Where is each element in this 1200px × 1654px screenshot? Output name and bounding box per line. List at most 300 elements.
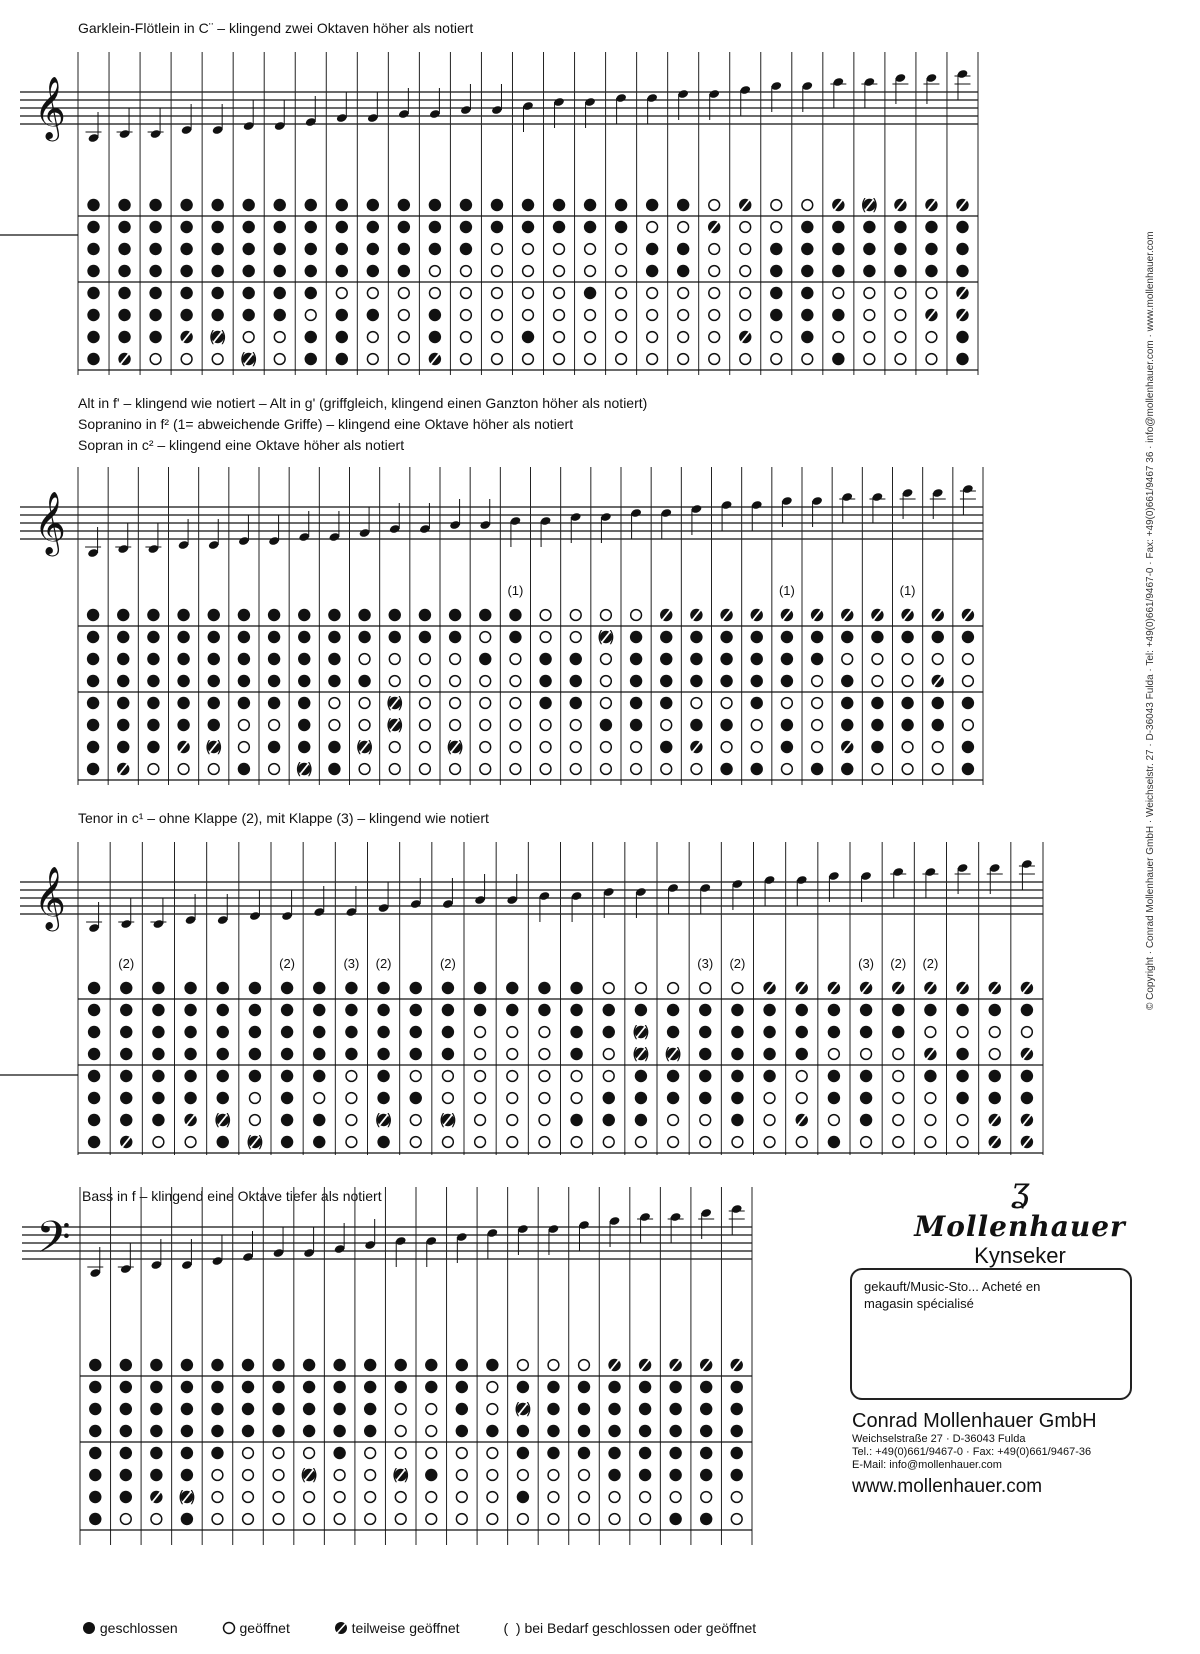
- closed-hole-icon: [147, 653, 159, 665]
- closed-hole-icon: [871, 631, 883, 643]
- open-hole-icon: [893, 1115, 904, 1126]
- open-hole-icon: [367, 354, 378, 365]
- closed-hole-icon: [305, 287, 317, 299]
- open-hole-icon: [429, 266, 440, 277]
- open-hole-icon: [709, 332, 720, 343]
- open-hole-icon: [243, 1514, 254, 1525]
- closed-hole-icon: [449, 609, 461, 621]
- open-hole-icon: [346, 1115, 357, 1126]
- closed-hole-icon: [398, 199, 410, 211]
- open-hole-icon: [989, 1049, 1000, 1060]
- open-hole-icon: [647, 222, 658, 233]
- open-hole-icon: [429, 288, 440, 299]
- closed-hole-icon: [377, 1092, 389, 1104]
- open-hole-icon: [420, 720, 431, 731]
- closed-hole-icon: [630, 653, 642, 665]
- closed-hole-icon: [570, 653, 582, 665]
- closed-hole-icon: [720, 719, 732, 731]
- closed-hole-icon: [639, 1469, 651, 1481]
- closed-hole-icon: [181, 1447, 193, 1459]
- closed-hole-icon: [429, 331, 441, 343]
- closed-hole-icon: [669, 1381, 681, 1393]
- open-hole-icon: [304, 1514, 315, 1525]
- open-hole-icon: [510, 698, 521, 709]
- closed-hole-icon: [120, 1048, 132, 1060]
- closed-hole-icon: [570, 697, 582, 709]
- closed-hole-icon: [303, 1359, 315, 1371]
- closed-hole-icon: [87, 697, 99, 709]
- open-hole-icon: [902, 764, 913, 775]
- open-hole-icon: [678, 354, 689, 365]
- paren-marker: ( ): [300, 1465, 318, 1484]
- closed-hole-icon: [456, 1425, 468, 1437]
- closed-hole-icon: [389, 631, 401, 643]
- open-hole-icon: [833, 332, 844, 343]
- closed-hole-icon: [87, 675, 99, 687]
- open-hole-icon: [932, 654, 943, 665]
- open-hole-icon: [395, 1514, 406, 1525]
- open-hole-icon: [389, 764, 400, 775]
- open-hole-icon: [212, 354, 223, 365]
- open-hole-icon: [450, 654, 461, 665]
- open-hole-icon: [640, 1514, 651, 1525]
- closed-hole-icon: [522, 221, 534, 233]
- open-hole-icon: [274, 354, 285, 365]
- open-hole-icon: [601, 698, 612, 709]
- closed-hole-icon: [731, 1026, 743, 1038]
- open-hole-icon: [426, 1404, 437, 1415]
- closed-hole-icon: [630, 675, 642, 687]
- closed-hole-icon: [801, 309, 813, 321]
- open-hole-icon: [926, 332, 937, 343]
- closed-hole-icon: [832, 221, 844, 233]
- closed-hole-icon: [763, 1004, 775, 1016]
- open-hole-icon: [721, 698, 732, 709]
- open-hole-icon: [709, 310, 720, 321]
- closed-hole-icon: [828, 1004, 840, 1016]
- closed-hole-icon: [152, 1070, 164, 1082]
- closed-hole-icon: [584, 287, 596, 299]
- closed-hole-icon: [377, 1070, 389, 1082]
- closed-hole-icon: [152, 1092, 164, 1104]
- open-hole-icon: [359, 654, 370, 665]
- closed-hole-icon: [377, 1136, 389, 1148]
- section-title: Garklein-Flötlein in C¨ – klingend zwei Oktaven höher als notiert: [78, 20, 474, 36]
- open-hole-icon: [148, 764, 159, 775]
- open-hole-icon: [461, 266, 472, 277]
- open-hole-icon: [957, 1027, 968, 1038]
- closed-hole-icon: [600, 719, 612, 731]
- closed-hole-icon: [932, 631, 944, 643]
- open-hole-icon: [647, 310, 658, 321]
- closed-hole-icon: [699, 1004, 711, 1016]
- open-hole-icon: [480, 742, 491, 753]
- closed-hole-icon: [333, 1425, 345, 1437]
- open-hole-icon: [365, 1448, 376, 1459]
- closed-hole-icon: [211, 1381, 223, 1393]
- open-hole-icon: [895, 354, 906, 365]
- closed-hole-icon: [358, 609, 370, 621]
- open-hole-icon: [691, 698, 702, 709]
- open-hole-icon: [732, 1137, 743, 1148]
- open-hole-icon: [269, 764, 280, 775]
- open-hole-icon: [456, 1470, 467, 1481]
- paren-marker: ( ): [295, 759, 314, 778]
- closed-hole-icon: [486, 1425, 498, 1437]
- open-hole-icon: [153, 1137, 164, 1148]
- closed-hole-icon: [639, 1425, 651, 1437]
- closed-hole-icon: [238, 609, 250, 621]
- closed-hole-icon: [635, 1114, 647, 1126]
- closed-hole-icon: [305, 199, 317, 211]
- open-hole-icon: [518, 1360, 529, 1371]
- copyright-vertical: © Copyright · Conrad Mollenhauer GmbH · Weichselstr. 27 · D-36043 Fulda · Tel: +49(0)661/9467-0 · Fax: +49(0)661/9467 36 · info@mollenhauer.com · www.mollenhauer.com: [1145, 231, 1156, 1010]
- closed-hole-icon: [238, 763, 250, 775]
- closed-hole-icon: [677, 243, 689, 255]
- closed-hole-icon: [177, 675, 189, 687]
- closed-hole-icon: [281, 1114, 293, 1126]
- closed-hole-icon: [720, 631, 732, 643]
- closed-hole-icon: [117, 653, 129, 665]
- open-hole-icon: [222, 1621, 236, 1635]
- closed-hole-icon: [328, 631, 340, 643]
- open-hole-icon: [579, 1360, 590, 1371]
- closed-hole-icon: [313, 1070, 325, 1082]
- closed-hole-icon: [313, 1048, 325, 1060]
- closed-hole-icon: [841, 675, 853, 687]
- open-hole-icon: [864, 332, 875, 343]
- open-hole-icon: [539, 1071, 550, 1082]
- closed-hole-icon: [120, 1469, 132, 1481]
- closed-hole-icon: [150, 1381, 162, 1393]
- closed-hole-icon: [801, 287, 813, 299]
- paren-symbol-icon: ( ): [503, 1620, 521, 1636]
- open-hole-icon: [872, 654, 883, 665]
- closed-hole-icon: [89, 1425, 101, 1437]
- open-hole-icon: [925, 1115, 936, 1126]
- closed-hole-icon: [88, 1136, 100, 1148]
- closed-hole-icon: [442, 1004, 454, 1016]
- closed-hole-icon: [925, 243, 937, 255]
- closed-hole-icon: [177, 631, 189, 643]
- company-website[interactable]: www.mollenhauer.com: [852, 1476, 1043, 1497]
- closed-hole-icon: [333, 1381, 345, 1393]
- open-hole-icon: [450, 720, 461, 731]
- closed-hole-icon: [87, 265, 99, 277]
- closed-hole-icon: [120, 1403, 132, 1415]
- closed-hole-icon: [345, 982, 357, 994]
- closed-hole-icon: [547, 1403, 559, 1415]
- closed-hole-icon: [217, 1136, 229, 1148]
- closed-hole-icon: [211, 1447, 223, 1459]
- closed-hole-icon: [358, 675, 370, 687]
- closed-hole-icon: [367, 265, 379, 277]
- closed-hole-icon: [89, 1359, 101, 1371]
- open-hole-icon: [554, 310, 565, 321]
- closed-hole-icon: [429, 243, 441, 255]
- open-hole-icon: [487, 1382, 498, 1393]
- column-annotation: (1): [507, 583, 524, 598]
- closed-hole-icon: [211, 199, 223, 211]
- open-hole-icon: [709, 266, 720, 277]
- open-hole-icon: [475, 1093, 486, 1104]
- closed-hole-icon: [763, 1026, 775, 1038]
- closed-hole-icon: [298, 653, 310, 665]
- open-hole-icon: [475, 1137, 486, 1148]
- open-hole-icon: [829, 1115, 840, 1126]
- open-hole-icon: [540, 610, 551, 621]
- fingering-chart-tenor: [0, 830, 1200, 1170]
- column-annotation: (3): [858, 956, 875, 971]
- open-hole-icon: [570, 742, 581, 753]
- closed-hole-icon: [491, 221, 503, 233]
- closed-hole-icon: [303, 1381, 315, 1393]
- open-hole-icon: [507, 1027, 518, 1038]
- closed-hole-icon: [751, 675, 763, 687]
- open-hole-icon: [957, 1137, 968, 1148]
- open-hole-icon: [864, 354, 875, 365]
- section-title-line-3: Sopran in c² – klingend eine Oktave höher als notiert: [78, 437, 405, 453]
- open-hole-icon: [812, 676, 823, 687]
- closed-hole-icon: [603, 1004, 615, 1016]
- closed-hole-icon: [410, 1048, 422, 1060]
- closed-hole-icon: [298, 631, 310, 643]
- open-hole-icon: [443, 1093, 454, 1104]
- closed-hole-icon: [367, 309, 379, 321]
- open-hole-icon: [420, 764, 431, 775]
- closed-hole-icon: [901, 719, 913, 731]
- open-hole-icon: [554, 266, 565, 277]
- open-hole-icon: [661, 764, 672, 775]
- open-hole-icon: [603, 983, 614, 994]
- open-hole-icon: [636, 1137, 647, 1148]
- closed-hole-icon: [358, 631, 370, 643]
- closed-hole-icon: [956, 353, 968, 365]
- closed-hole-icon: [120, 1092, 132, 1104]
- closed-hole-icon: [181, 1513, 193, 1525]
- closed-hole-icon: [336, 221, 348, 233]
- open-hole-icon: [925, 1027, 936, 1038]
- closed-hole-icon: [720, 675, 732, 687]
- open-hole-icon: [273, 1470, 284, 1481]
- closed-hole-icon: [211, 1359, 223, 1371]
- closed-hole-icon: [87, 763, 99, 775]
- paren-marker: ( ): [439, 1110, 457, 1129]
- open-hole-icon: [208, 764, 219, 775]
- open-hole-icon: [475, 1115, 486, 1126]
- closed-hole-icon: [517, 1491, 529, 1503]
- open-hole-icon: [554, 244, 565, 255]
- open-hole-icon: [678, 332, 689, 343]
- brand-name: Mollenhauer: [914, 1210, 1126, 1243]
- closed-hole-icon: [367, 221, 379, 233]
- open-hole-icon: [329, 720, 340, 731]
- open-hole-icon: [461, 310, 472, 321]
- open-hole-icon: [334, 1492, 345, 1503]
- closed-hole-icon: [118, 265, 130, 277]
- open-hole-icon: [398, 288, 409, 299]
- open-hole-icon: [812, 698, 823, 709]
- closed-hole-icon: [89, 1381, 101, 1393]
- open-hole-icon: [492, 244, 503, 255]
- closed-hole-icon: [677, 265, 689, 277]
- open-hole-icon: [410, 1115, 421, 1126]
- open-hole-icon: [709, 288, 720, 299]
- open-hole-icon: [616, 266, 627, 277]
- open-hole-icon: [274, 332, 285, 343]
- closed-hole-icon: [88, 1070, 100, 1082]
- closed-hole-icon: [570, 1048, 582, 1060]
- closed-hole-icon: [87, 653, 99, 665]
- closed-hole-icon: [751, 763, 763, 775]
- closed-hole-icon: [208, 719, 220, 731]
- open-hole-icon: [507, 1049, 518, 1060]
- closed-hole-icon: [152, 1026, 164, 1038]
- closed-hole-icon: [150, 1469, 162, 1481]
- open-hole-icon: [585, 244, 596, 255]
- closed-hole-icon: [333, 1359, 345, 1371]
- legend-item-half: [334, 1620, 460, 1636]
- open-hole-icon: [802, 200, 813, 211]
- closed-hole-icon: [217, 1070, 229, 1082]
- closed-hole-icon: [677, 199, 689, 211]
- closed-hole-icon: [184, 1070, 196, 1082]
- open-hole-icon: [540, 742, 551, 753]
- open-hole-icon: [631, 764, 642, 775]
- closed-hole-icon: [456, 1403, 468, 1415]
- closed-hole-icon: [460, 221, 472, 233]
- closed-hole-icon: [660, 653, 672, 665]
- open-hole-icon: [510, 764, 521, 775]
- closed-hole-icon: [690, 719, 702, 731]
- open-hole-icon: [893, 1049, 904, 1060]
- open-hole-icon: [367, 288, 378, 299]
- closed-hole-icon: [305, 243, 317, 255]
- closed-hole-icon: [841, 763, 853, 775]
- open-hole-icon: [548, 1360, 559, 1371]
- closed-hole-icon: [539, 675, 551, 687]
- closed-hole-icon: [700, 1381, 712, 1393]
- open-hole-icon: [475, 1049, 486, 1060]
- closed-hole-icon: [364, 1359, 376, 1371]
- closed-hole-icon: [242, 1425, 254, 1437]
- closed-hole-icon: [699, 1070, 711, 1082]
- closed-hole-icon: [211, 265, 223, 277]
- closed-hole-icon: [298, 697, 310, 709]
- closed-hole-icon: [149, 287, 161, 299]
- closed-hole-icon: [570, 1114, 582, 1126]
- open-hole-icon: [510, 720, 521, 731]
- closed-hole-icon: [336, 265, 348, 277]
- closed-hole-icon: [989, 1070, 1001, 1082]
- closed-hole-icon: [117, 631, 129, 643]
- closed-hole-icon: [89, 1403, 101, 1415]
- open-hole-icon: [571, 1071, 582, 1082]
- open-hole-icon: [1022, 1027, 1033, 1038]
- closed-hole-icon: [281, 1048, 293, 1060]
- column-annotation: (3): [343, 956, 360, 971]
- closed-hole-icon: [268, 631, 280, 643]
- closed-hole-icon: [646, 199, 658, 211]
- closed-hole-icon: [781, 741, 793, 753]
- open-hole-icon: [487, 1492, 498, 1503]
- closed-hole-icon: [117, 675, 129, 687]
- open-hole-icon: [548, 1514, 559, 1525]
- closed-hole-icon: [345, 1004, 357, 1016]
- open-hole-icon: [585, 332, 596, 343]
- open-hole-icon: [539, 1115, 550, 1126]
- column-annotation: (1): [899, 583, 916, 598]
- closed-hole-icon: [667, 1070, 679, 1082]
- closed-hole-icon: [460, 243, 472, 255]
- closed-hole-icon: [298, 719, 310, 731]
- closed-hole-icon: [547, 1425, 559, 1437]
- closed-hole-icon: [87, 199, 99, 211]
- closed-hole-icon: [249, 1004, 261, 1016]
- closed-hole-icon: [208, 631, 220, 643]
- open-hole-icon: [304, 1492, 315, 1503]
- open-hole-icon: [420, 742, 431, 753]
- open-hole-icon: [585, 266, 596, 277]
- open-hole-icon: [751, 720, 762, 731]
- closed-hole-icon: [539, 697, 551, 709]
- closed-hole-icon: [863, 265, 875, 277]
- closed-hole-icon: [962, 741, 974, 753]
- closed-hole-icon: [410, 1026, 422, 1038]
- closed-hole-icon: [367, 199, 379, 211]
- closed-hole-icon: [425, 1469, 437, 1481]
- open-hole-icon: [616, 288, 627, 299]
- closed-hole-icon: [770, 243, 782, 255]
- open-hole-icon: [239, 742, 250, 753]
- closed-hole-icon: [639, 1447, 651, 1459]
- closed-hole-icon: [281, 1070, 293, 1082]
- open-hole-icon: [647, 332, 658, 343]
- closed-hole-icon: [509, 609, 521, 621]
- open-hole-icon: [305, 310, 316, 321]
- closed-hole-icon: [242, 309, 254, 321]
- open-hole-icon: [812, 742, 823, 753]
- open-hole-icon: [443, 1137, 454, 1148]
- closed-hole-icon: [149, 199, 161, 211]
- closed-hole-icon: [989, 1092, 1001, 1104]
- closed-hole-icon: [152, 1048, 164, 1060]
- closed-hole-icon: [731, 1425, 743, 1437]
- open-hole-icon: [461, 288, 472, 299]
- closed-hole-icon: [305, 265, 317, 277]
- closed-hole-icon: [419, 609, 431, 621]
- closed-hole-icon: [177, 653, 189, 665]
- open-hole-icon: [833, 288, 844, 299]
- open-hole-icon: [336, 288, 347, 299]
- half-hole-icon: [334, 1621, 348, 1635]
- open-hole-icon: [842, 654, 853, 665]
- closed-hole-icon: [731, 1381, 743, 1393]
- open-hole-icon: [732, 983, 743, 994]
- open-hole-icon: [389, 676, 400, 687]
- open-hole-icon: [507, 1137, 518, 1148]
- closed-hole-icon: [731, 1447, 743, 1459]
- open-hole-icon: [764, 1137, 775, 1148]
- closed-hole-icon: [828, 1026, 840, 1038]
- closed-hole-icon: [860, 1070, 872, 1082]
- closed-hole-icon: [751, 631, 763, 643]
- closed-hole-icon: [924, 1070, 936, 1082]
- closed-hole-icon: [181, 1359, 193, 1371]
- closed-hole-icon: [828, 1070, 840, 1082]
- open-hole-icon: [426, 1492, 437, 1503]
- closed-hole-icon: [669, 1513, 681, 1525]
